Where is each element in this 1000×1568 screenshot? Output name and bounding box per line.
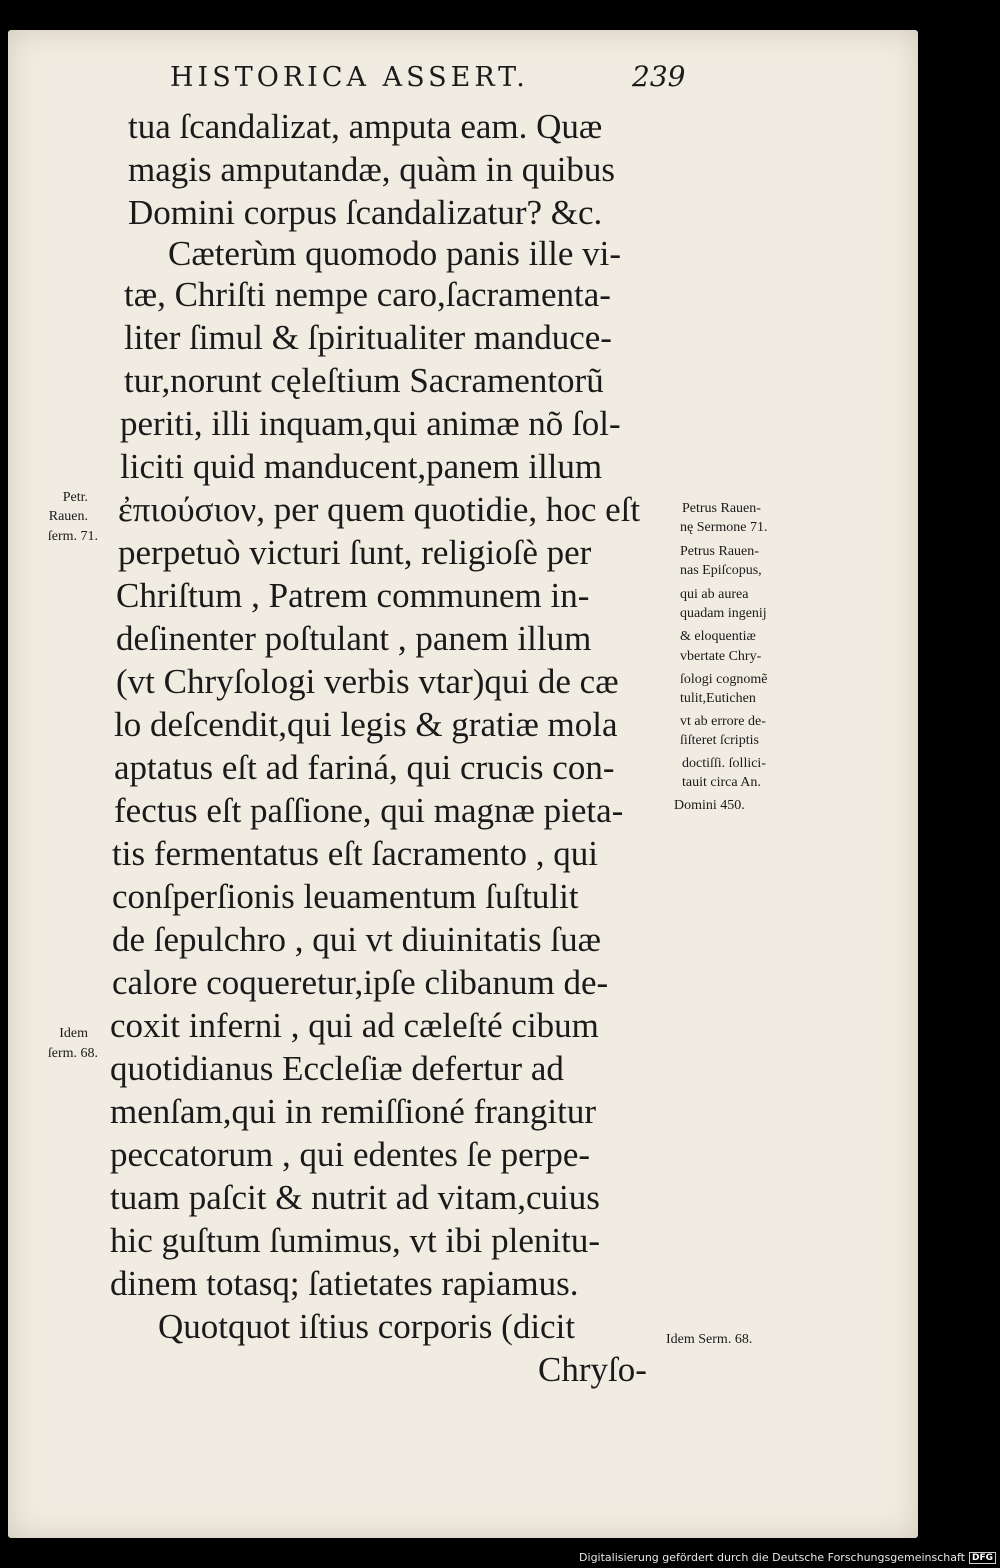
right-margin-note: qui ab aurea: [680, 587, 749, 602]
right-margin-note: doctiſſi. ſollici-: [682, 756, 766, 771]
body-line: dinem totasq; ſatietates rapiamus.: [110, 1264, 579, 1303]
body-line: Cæterùm quomodo panis ille vi-: [168, 234, 622, 273]
catchword: Chryſo-: [538, 1350, 647, 1389]
body-line: Quotquot iſtius corporis (dicit: [158, 1307, 576, 1346]
right-margin-note: nę Sermone 71.: [680, 520, 768, 535]
body-line: hic guſtum ſumimus, vt ibi plenitu-: [110, 1221, 600, 1260]
right-margin-note: vbertate Chry-: [680, 649, 762, 664]
body-line: peccatorum , qui edentes ſe perpe-: [110, 1135, 591, 1174]
body-line: (vt Chryſologi verbis vtar)qui de cæ: [116, 662, 619, 701]
right-margin-note: ſologi cognomẽ: [680, 672, 768, 687]
body-line: magis amputandæ, quàm in quibus: [128, 150, 616, 189]
body-line: tua ſcandalizat, amputa eam. Quæ: [128, 107, 603, 146]
body-line: quotidianus Eccleſiæ defertur ad: [110, 1049, 564, 1088]
left-margin-note: Rauen.: [48, 509, 88, 524]
body-line: tis fermentatus eſt ſacramento , qui: [112, 834, 598, 873]
right-margin-note: Idem Serm. 68.: [666, 1332, 753, 1347]
body-line: ἐπιούσιον, per quem quotidie, hoc eſt: [118, 490, 641, 529]
body-line: liciti quid manducent,panem illum: [120, 447, 603, 486]
running-title: HISTORICA ASSERT.: [170, 62, 529, 93]
right-margin-note: tauit circa An.: [682, 775, 761, 790]
body-line: lo deſcendit,qui legis & gratiæ mola: [114, 705, 618, 744]
right-margin-note: Petrus Rauen-: [682, 501, 761, 516]
body-line: liter ſimul & ſpiritualiter manduce-: [124, 318, 612, 357]
body-line: de ſepulchro , qui vt diuinitatis ſuæ: [112, 920, 601, 959]
body-line: perpetuò victuri ſunt, religioſè per: [118, 533, 592, 572]
dfg-logo: DFG: [969, 1552, 996, 1564]
digitization-credit: [579, 1551, 996, 1564]
right-margin-note: tulit,Eutichen: [680, 691, 756, 706]
body-line: tur,norunt cęleſtium Sacramentorũ: [124, 361, 604, 400]
body-line: conſperſionis leuamentum ſuſtulit: [112, 877, 579, 916]
body-line: fectus eſt paſſione, qui magnæ pieta-: [114, 791, 624, 830]
body-line: Domini corpus ſcandalizatur? &c.: [128, 193, 603, 232]
body-line: calore coqueretur,ipſe clibanum de-: [112, 963, 609, 1002]
body-line: tæ, Chriſti nempe caro,ſacramenta-: [124, 275, 611, 314]
body-line: coxit inferni , qui ad cæleſté cibum: [110, 1006, 599, 1045]
body-line: aptatus eſt ad fariná, qui crucis con-: [114, 748, 615, 787]
right-margin-note: vt ab errore de-: [680, 714, 766, 729]
left-margin-note: ſerm. 68.: [47, 1046, 98, 1061]
body-line: menſam,qui in remiſſioné frangitur: [110, 1092, 596, 1131]
body-line: tuam paſcit & nutrit ad vitam,cuius: [110, 1178, 600, 1217]
right-margin-note: Domini 450.: [674, 798, 745, 813]
right-margin-note: Petrus Rauen-: [680, 544, 759, 559]
left-margin-note: Petr.: [62, 490, 88, 505]
body-line: deſinenter poſtulant , panem illum: [116, 619, 592, 658]
credit-text: Digitalisierung gefördert durch die Deutsche Forschungsgemeinschaft: [579, 1551, 965, 1564]
left-margin-note: Idem: [59, 1026, 88, 1041]
body-line: Chriſtum , Patrem communem in-: [116, 576, 590, 615]
right-margin-note: ſiſteret ſcriptis: [680, 733, 759, 748]
right-margin-note: & eloquentiæ: [680, 629, 756, 644]
left-margin-note: ſerm. 71.: [47, 529, 98, 544]
body-line: periti, illi inquam,qui animæ nõ ſol-: [120, 404, 621, 443]
page-number: 239: [632, 60, 686, 93]
right-margin-note: nas Epiſcopus,: [680, 563, 762, 578]
right-margin-note: quadam ingenij: [680, 606, 767, 621]
